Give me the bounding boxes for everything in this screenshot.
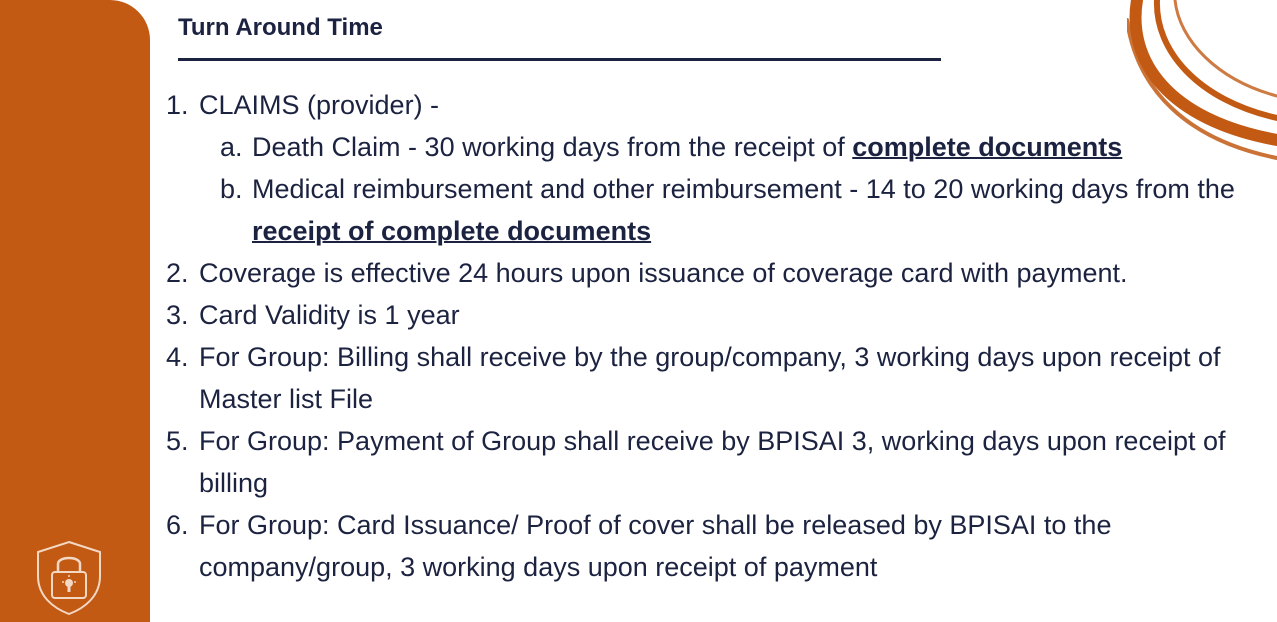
shield-lock-icon — [30, 538, 108, 616]
sub-item-body: Death Claim - 30 working days from the receipt of — [252, 132, 853, 162]
item-number: 2. — [166, 258, 189, 288]
sub-item-body: Medical reimbursement and other reimbursement - 14 to 20 working days from the — [252, 174, 1235, 204]
item-number: 6. — [166, 510, 189, 540]
item-number: 4. — [166, 342, 189, 372]
item-text: For Group: Billing shall receive by the group/company, 3 working days upon receipt of Master list File — [199, 342, 1221, 414]
emphasis-text: receipt of complete documents — [252, 216, 652, 246]
sidebar-band — [0, 0, 150, 622]
sub-list-item — [166, 126, 1246, 168]
item-text: CLAIMS (provider) - — [199, 90, 440, 120]
item-number: 5. — [166, 426, 189, 456]
item-text: Card Validity is 1 year — [199, 300, 460, 330]
sub-item-letter: b. — [220, 174, 243, 204]
list-item — [166, 420, 1246, 504]
list-item — [166, 252, 1246, 294]
title-divider — [178, 58, 941, 61]
item-text: Coverage is effective 24 hours upon issuance of coverage card with payment. — [199, 258, 1128, 288]
list-item — [166, 84, 1246, 126]
list-item — [166, 336, 1246, 420]
sub-item-letter: a. — [220, 132, 243, 162]
sub-list-item — [166, 168, 1246, 252]
sub-item-text — [252, 126, 1246, 168]
item-text: For Group: Payment of Group shall receive by BPISAI 3, working days upon receipt of billing — [199, 426, 1226, 498]
item-number: 3. — [166, 300, 189, 330]
turnaround-list — [166, 84, 1246, 588]
list-item — [166, 294, 1246, 336]
emphasis-text: complete documents — [852, 132, 1123, 162]
sub-item-text — [252, 168, 1246, 252]
item-number: 1. — [166, 90, 189, 120]
item-text: For Group: Card Issuance/ Proof of cover shall be released by BPISAI to the company/group, 3 working days upon receipt of payment — [199, 510, 1112, 582]
page-title: Turn Around Time — [178, 14, 383, 41]
list-item — [166, 504, 1246, 588]
